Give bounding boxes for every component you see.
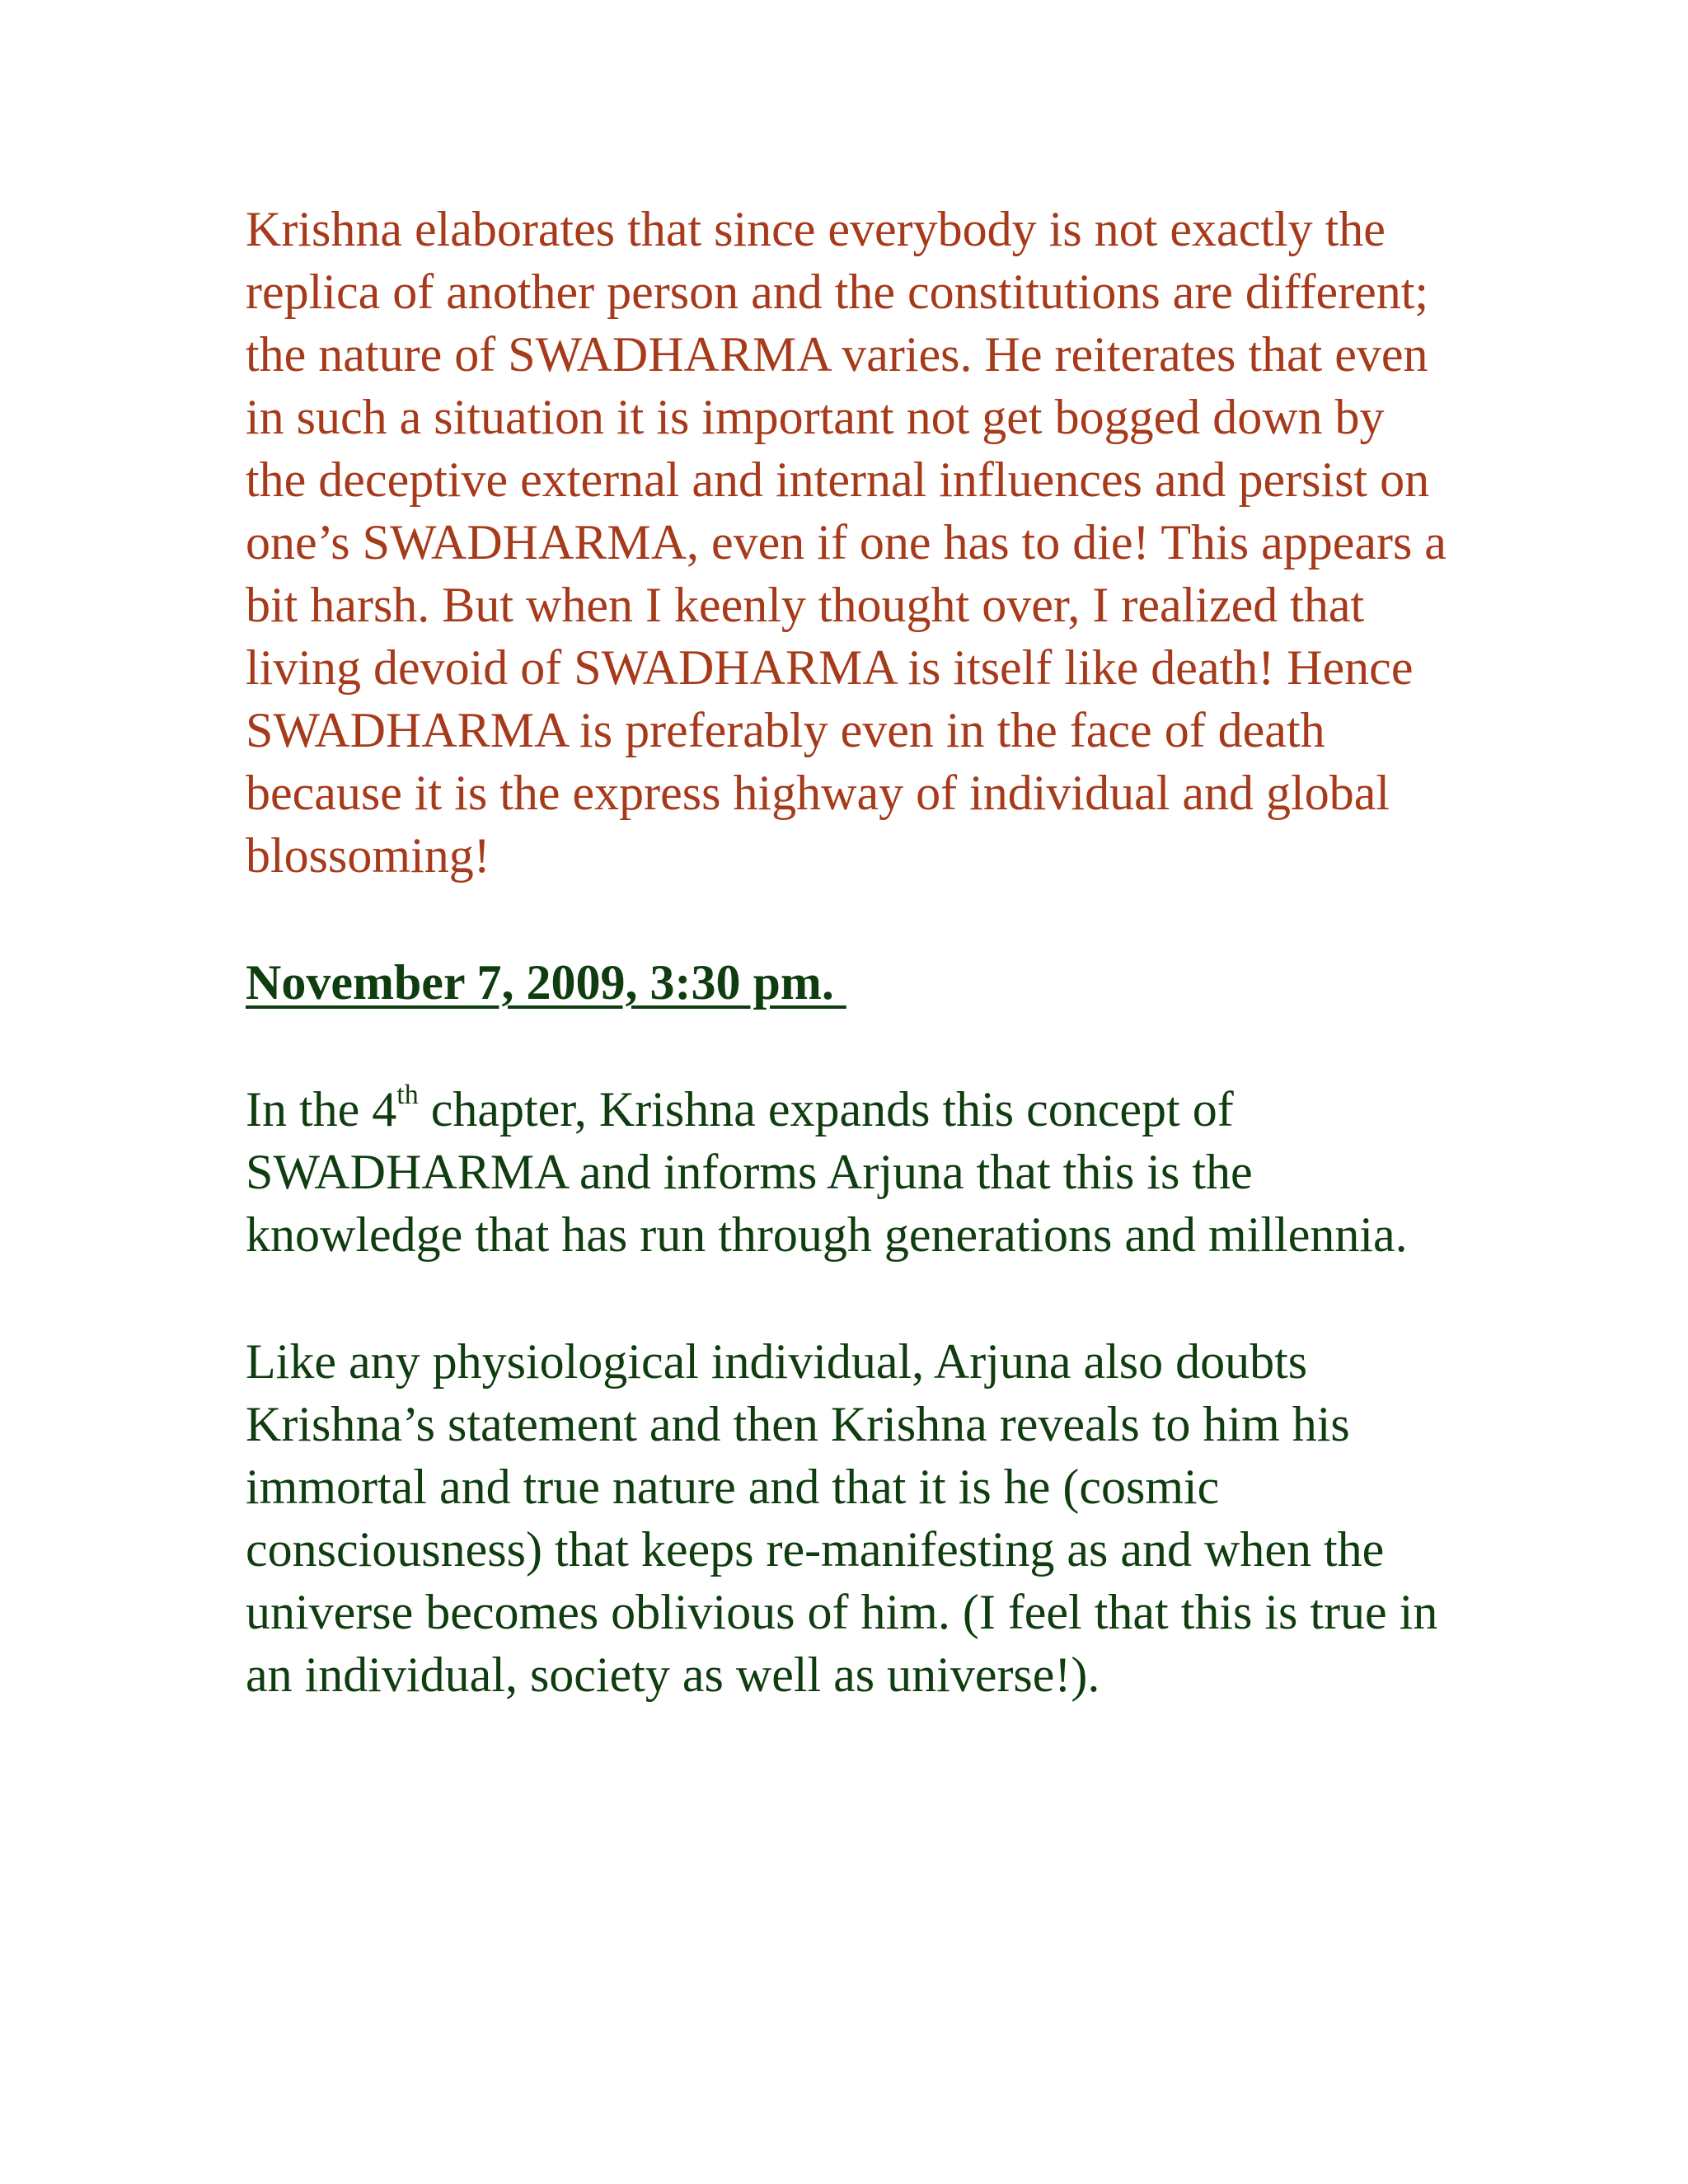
ordinal-suffix: th <box>396 1080 419 1110</box>
paragraph-fourth-chapter-start: In the 4 <box>246 1082 397 1137</box>
date-heading: November 7, 2009, 3:30 pm. <box>246 955 846 1010</box>
paragraph-fourth-chapter <box>246 1078 1424 1266</box>
paragraph-arjuna-doubts: Like any physiological individual, Arjuna also doubts Krishna’s statement and then Krishna reveals to him his immortal and true nature and that it is he (cosmic consciousness) that keeps re-manifesting as and when the universe becomes oblivious of him. (I feel that this is true in an individual, society as well as universe!). <box>246 1334 1438 1702</box>
paragraph-fourth-chapter-rest: chapter, Krishna expands this concept of SWADHARMA and informs Arjuna that this is the knowledge that has run through generations and millennia. <box>246 1082 1408 1262</box>
document-page <box>246 198 1482 1706</box>
paragraph-swadharma-varies: Krishna elaborates that since everybody is not exactly the replica of another person and the constitutions are different; the nature of SWADHARMA varies. He reiterates that even in such a situation it is important not get bogged down by the deceptive external and internal influences and persist on one’s SWADHARMA, even if one has to die! This appears a bit harsh. But when I keenly thought over, I realized that living devoid of SWADHARMA is itself like death! Hence SWADHARMA is preferably even in the face of death because it is the express highway of individual and global blossoming! <box>246 202 1447 883</box>
